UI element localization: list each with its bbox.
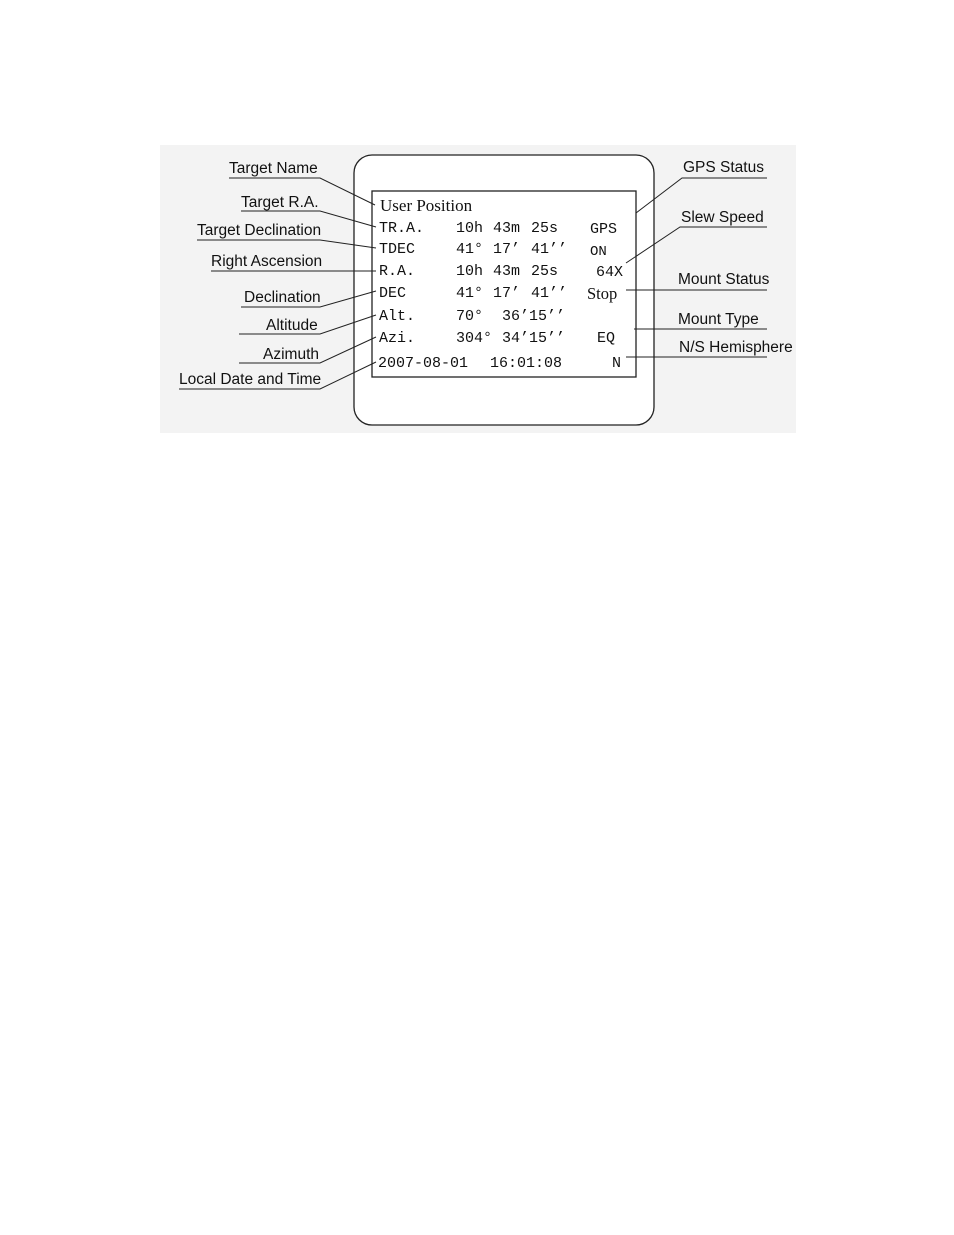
dec-degrees: 41° xyxy=(456,285,484,302)
callout-target-ra: Target R.A. xyxy=(241,194,319,211)
gps-label: GPS xyxy=(590,221,618,238)
mount-type-value: EQ xyxy=(597,330,616,347)
slew-speed-value: 64X xyxy=(596,264,624,281)
alt-degrees: 70° xyxy=(456,308,484,325)
azi-label: Azi. xyxy=(379,330,416,347)
ra-hours: 10h xyxy=(456,263,484,280)
callout-local-date-time: Local Date and Time xyxy=(179,371,322,388)
callout-target-declination: Target Declination xyxy=(197,222,322,239)
diagram-svg xyxy=(160,145,796,433)
callout-gps-status: GPS Status xyxy=(683,159,764,176)
hemisphere-value: N xyxy=(612,355,622,372)
ra-label: R.A. xyxy=(379,263,416,280)
tra-minutes: 43m xyxy=(493,220,521,237)
hand-controller-diagram xyxy=(160,145,796,433)
callout-hemisphere: N/S Hemisphere xyxy=(679,339,793,356)
callout-azimuth: Azimuth xyxy=(263,346,319,363)
local-date: 2007-08-01 xyxy=(378,355,469,372)
ra-seconds: 25s xyxy=(531,263,559,280)
callout-slew-speed: Slew Speed xyxy=(681,209,764,226)
leader-target-declination xyxy=(197,240,376,248)
callout-target-name: Target Name xyxy=(229,160,318,177)
lcd-title: User Position xyxy=(380,196,473,215)
tra-label: TR.A. xyxy=(379,220,425,237)
tdec-label: TDEC xyxy=(379,241,416,258)
ra-minutes: 43m xyxy=(493,263,521,280)
azi-degrees: 304° xyxy=(456,330,493,347)
callout-mount-type: Mount Type xyxy=(678,311,759,328)
tdec-arcmin: 17’ xyxy=(493,241,521,258)
azi-min-sec: 34’15’’ xyxy=(502,330,566,347)
local-time: 16:01:08 xyxy=(490,355,563,372)
callout-right-ascension: Right Ascension xyxy=(211,253,323,270)
tra-seconds: 25s xyxy=(531,220,559,237)
tdec-degrees: 41° xyxy=(456,241,484,258)
dec-arcsec: 41’’ xyxy=(531,285,568,302)
gps-state: ON xyxy=(590,244,607,260)
mount-status-value: Stop xyxy=(587,284,618,303)
dec-arcmin: 17’ xyxy=(493,285,521,302)
tra-hours: 10h xyxy=(456,220,484,237)
callout-declination: Declination xyxy=(244,289,321,306)
dec-label: DEC xyxy=(379,285,407,302)
tdec-arcsec: 41’’ xyxy=(531,241,568,258)
alt-label: Alt. xyxy=(379,308,416,325)
callout-mount-status: Mount Status xyxy=(678,271,770,288)
alt-min-sec: 36’15’’ xyxy=(502,308,566,325)
leader-gps-status xyxy=(636,178,767,213)
callout-altitude: Altitude xyxy=(266,317,318,334)
